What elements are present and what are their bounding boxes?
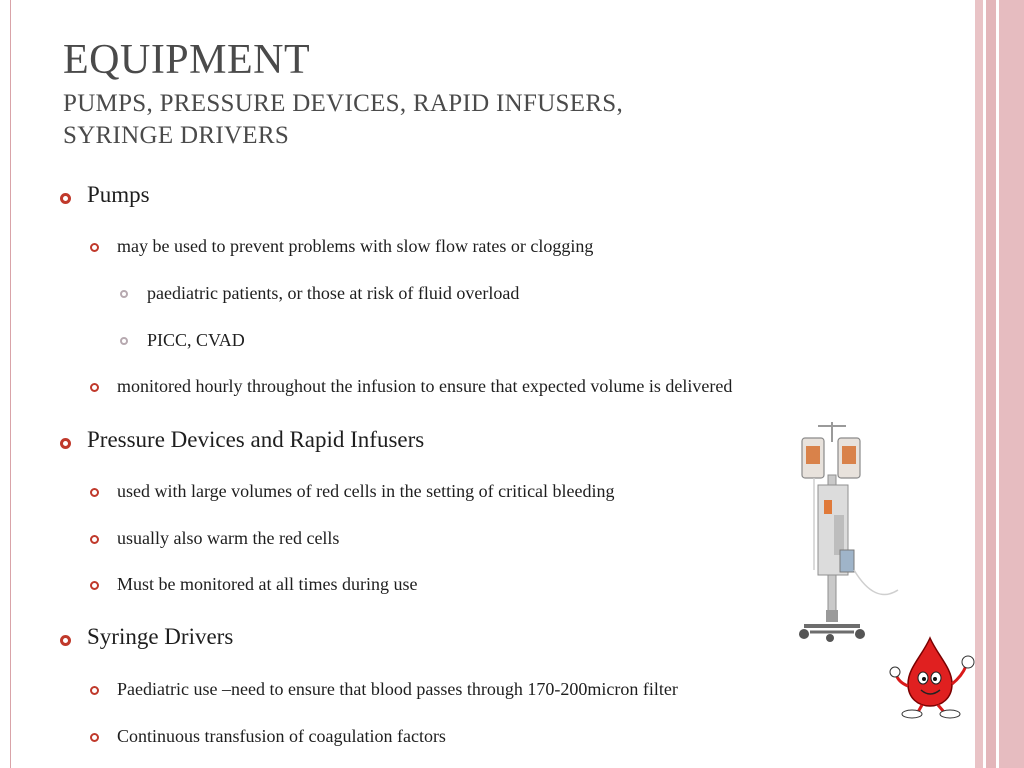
bullet-marker-icon [120,337,128,345]
bullet-marker-icon [90,383,99,392]
right-decorative-stripes [975,0,1024,768]
bullet-text: Pressure Devices and Rapid Infusers [87,427,425,452]
slide-subtitle-line-1: PUMPS, PRESSURE DEVICES, RAPID INFUSERS, [63,90,624,117]
slide-title: EQUIPMENT [63,37,311,83]
slide-subtitle-line-2: SYRINGE DRIVERS [63,122,290,149]
bullet-text: usually also warm the red cells [117,528,340,548]
bullet-text: Paediatric use –need to ensure that blood passes through 170-200micron filter [117,679,678,699]
bullet-marker-icon [90,243,99,252]
rapid-infuser-pump-image [790,420,910,645]
bullet-text: monitored hourly throughout the infusion to ensure that expected volume is delivered [117,376,733,396]
bullet-text: Continuous transfusion of coagulation factors [117,726,446,746]
bullet-marker-icon [90,581,99,590]
blood-drop-mascot-image [888,634,978,720]
bullet-marker-icon [90,686,99,695]
bullet-marker-icon [60,635,71,646]
bullet-text: paediatric patients, or those at risk of fluid overload [147,283,520,303]
bullet-text: Must be monitored at all times during use [117,574,418,594]
bullet-text: may be used to prevent problems with slow flow rates or clogging [117,236,594,256]
bullet-marker-icon [60,438,71,449]
bullet-text: PICC, CVAD [147,330,245,350]
bullet-text: Pumps [87,182,150,207]
bullet-marker-icon [120,290,128,298]
bullet-text: used with large volumes of red cells in the setting of critical bleeding [117,481,615,501]
bullet-marker-icon [90,733,99,742]
bullet-marker-icon [60,193,71,204]
bullet-marker-icon [90,488,99,497]
bullet-text: Syringe Drivers [87,624,234,649]
bullet-marker-icon [90,535,99,544]
